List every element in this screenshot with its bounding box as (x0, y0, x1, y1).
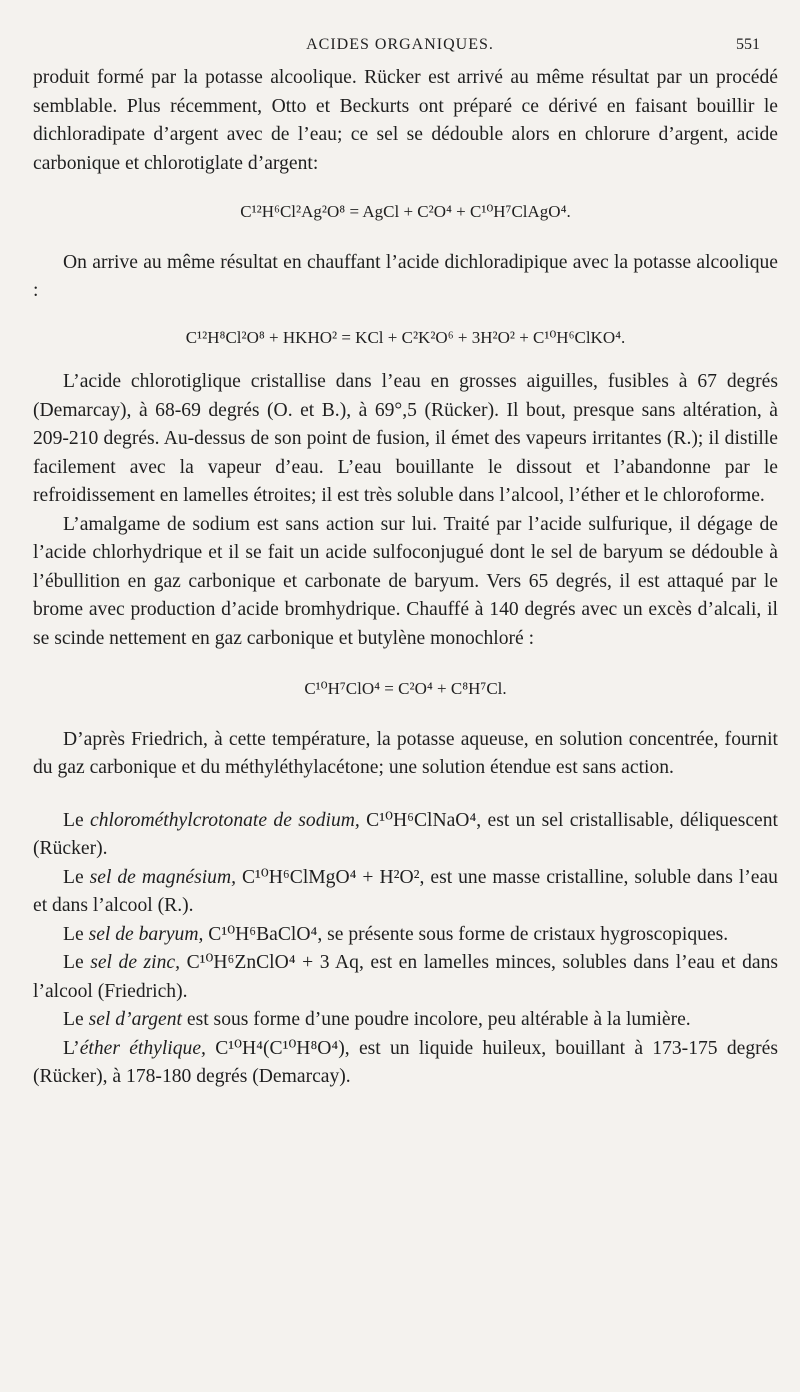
paragraph-alcoholic-potash: On arrive au même résultat en chauffant l’acide dichloradipique avec la potasse alcoolique : (33, 251, 778, 301)
paragraph-properties: L’acide chlorotiglique cristallise dans l’eau en grosses aiguilles, fusibles à 67 degrés (Demarcay), à 68-69 degrés (O. et B.), à 69°,5 (Rücker). Il bout, presque sans altération, à 209-210 degrés. Au-dessus de son point de fusion, il émet des vapeurs irritantes (R.); il distille facilement avec la vapeur d’eau. L’eau bouillante le dissout et l’abandonne par le refroidissement en lamelles étroites; il est très soluble dans l’alcool, l’éther et le chloroforme. (33, 371, 778, 506)
compound-name: sel de magnésium, (89, 866, 236, 888)
equation-dichloradipic-acid: C¹²H⁸Cl²O⁸ + HKHO² = KCl + C²K²O⁶ + 3H²O² + C¹⁰H⁶ClKO⁴. (185, 327, 626, 347)
page-number: 551 (736, 36, 760, 53)
entry-prefix: Le (63, 1009, 89, 1030)
paragraph-friedrich: D’après Friedrich, à cette température, la potasse aqueuse, en solution concentrée, fournit du gaz carbonique et du méthyléthylacétone; une solution étendue est sans action. (33, 728, 778, 778)
compound-name: sel de baryum, (88, 923, 204, 945)
paragraph-otto-beckurts: produit formé par la potasse alcoolique. Rücker est arrivé au même résultat par un procédé semblable. Plus récemment, Otto et Beckurts ont préparé ce dérivé en faisant bouillir le dichloradipate d’argent avec de l’eau; ce sel se dédouble alors en chlorure d’argent, acide carbonique et chlorotiglate d’argent: (33, 67, 778, 174)
entry-sodium-salt (33, 807, 778, 864)
entry-description: C¹⁰H⁶ZnClO⁴ + 3 Aq, est en lamelles minces, solubles dans l’eau et dans l’alcool (Friedrich). (33, 952, 778, 1002)
entry-prefix: Le (63, 952, 91, 973)
running-head-title: ACIDES ORGANIQUES. (306, 36, 494, 53)
equation-decomposition: C¹⁰H⁷ClO⁴ = C²O⁴ + C⁸H⁷Cl. (304, 679, 507, 698)
compound-name: sel d’argent (88, 1009, 182, 1030)
entry-description: C¹⁰H⁶ClNaO⁴, est un sel cristallisable, déliquescent (Rücker). (33, 809, 778, 859)
entry-prefix: Le (63, 866, 90, 888)
entry-silver-salt (33, 1006, 778, 1035)
entry-description: est sous forme d’une poudre incolore, peu altérable à la lumière. (182, 1009, 691, 1030)
paragraph-reactions: L’amalgame de sodium est sans action sur lui. Traité par l’acide sulfurique, il dégage de l’acide chlorhydrique et il se fait un acide sulfoconjugué dont le sel de baryum se dédouble à l’ébullition en gaz carbonique et carbonate de baryum. Vers 65 degrés, il est attaqué par le brome avec production d’acide bromhydrique. Chauffé à 140 degrés avec un excès d’alcali, il se scinde nettement en gaz carbonique et butylène monochloré : (33, 513, 778, 649)
running-head (0, 36, 800, 60)
entry-ethyl-ether (33, 1035, 778, 1092)
equation-silver-dichloradipate: C¹²H⁶Cl²Ag²O⁸ = AgCl + C²O⁴ + C¹⁰H⁷ClAgO⁴. (240, 202, 571, 221)
body-text (33, 64, 778, 1092)
compound-name: éther éthylique, (79, 1037, 206, 1059)
entry-description: C¹⁰H⁶BaClO⁴, se présente sous forme de cristaux hygroscopiques. (203, 923, 729, 945)
entry-magnesium-salt (33, 864, 778, 921)
compound-name: chlorométhylcrotonate de sodium, (90, 809, 360, 831)
entry-description: C¹⁰H⁶ClMgO⁴ + H²O², est une masse cristalline, soluble dans l’eau et dans l’alcool (R.). (33, 866, 778, 916)
compound-name: sel de zinc, (90, 952, 181, 973)
entry-description: C¹⁰H⁴(C¹⁰H⁸O⁴), est un liquide huileux, bouillant à 173-175 degrés (Rücker), à 178-180 degrés (Demarcay). (33, 1037, 778, 1087)
entry-zinc-salt (33, 949, 778, 1006)
section-gap (33, 783, 778, 807)
entry-barium-salt (33, 921, 778, 950)
entry-prefix: Le (63, 809, 91, 831)
entry-prefix: L’ (63, 1037, 80, 1059)
entry-prefix: Le (63, 923, 89, 945)
